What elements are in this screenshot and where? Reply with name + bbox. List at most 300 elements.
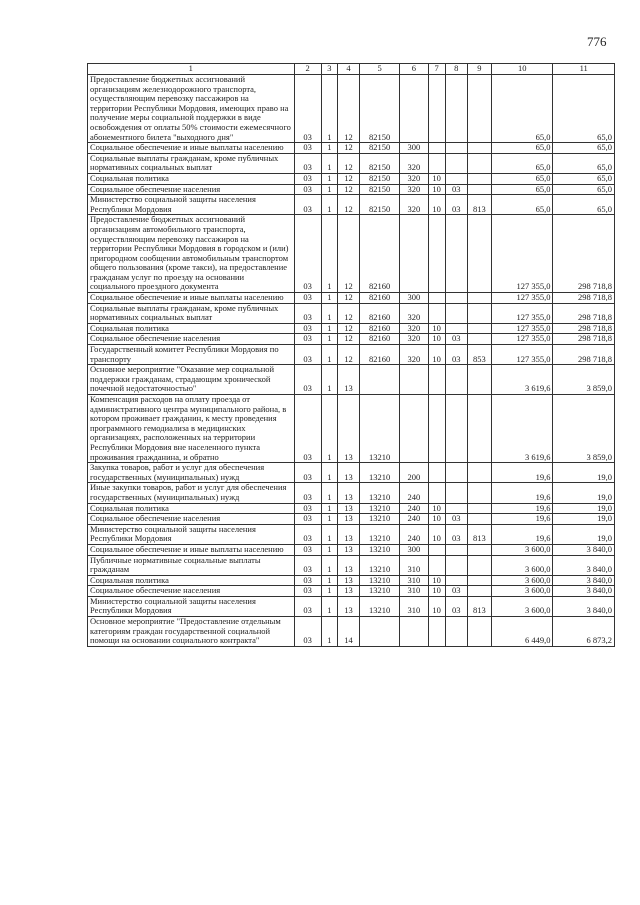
code-2: 03 bbox=[294, 463, 321, 483]
code-2: 03 bbox=[294, 215, 321, 293]
code-2: 03 bbox=[294, 395, 321, 463]
row-name: Закупка товаров, работ и услуг для обеспечения государственных (муниципальных) нужд bbox=[88, 463, 295, 483]
code-2: 03 bbox=[294, 345, 321, 365]
code-5: 13210 bbox=[360, 395, 400, 463]
value-2021: 3 840,0 bbox=[553, 596, 615, 616]
code-4: 12 bbox=[337, 173, 359, 184]
table-row bbox=[88, 586, 615, 597]
row-name: Публичные нормативные социальные выплаты гражданам bbox=[88, 555, 295, 575]
row-name: Социальные выплаты гражданам, кроме публичных нормативных социальных выплат bbox=[88, 303, 295, 323]
code-7 bbox=[428, 143, 445, 154]
code-3: 1 bbox=[321, 173, 337, 184]
row-name: Социальное обеспечение и иные выплаты населению bbox=[88, 544, 295, 555]
table-row bbox=[88, 143, 615, 154]
code-7 bbox=[428, 153, 445, 173]
table-row bbox=[88, 463, 615, 483]
code-3: 1 bbox=[321, 184, 337, 195]
value-2020: 19,6 bbox=[491, 524, 552, 544]
code-2: 03 bbox=[294, 195, 321, 215]
code-3: 1 bbox=[321, 153, 337, 173]
code-7: 10 bbox=[428, 503, 445, 514]
row-name: Социальное обеспечение населения bbox=[88, 514, 295, 525]
code-5: 13210 bbox=[360, 586, 400, 597]
table-row bbox=[88, 514, 615, 525]
code-7: 10 bbox=[428, 514, 445, 525]
code-8: 03 bbox=[445, 334, 467, 345]
code-3: 1 bbox=[321, 503, 337, 514]
code-5: 13210 bbox=[360, 575, 400, 586]
code-4: 12 bbox=[337, 345, 359, 365]
code-7 bbox=[428, 463, 445, 483]
code-9: 813 bbox=[467, 596, 491, 616]
code-8 bbox=[445, 303, 467, 323]
page-number: 776 bbox=[587, 34, 607, 49]
code-2: 03 bbox=[294, 143, 321, 154]
code-3: 1 bbox=[321, 323, 337, 334]
code-8 bbox=[445, 395, 467, 463]
code-3: 1 bbox=[321, 345, 337, 365]
code-4: 12 bbox=[337, 215, 359, 293]
code-7 bbox=[428, 544, 445, 555]
code-2: 03 bbox=[294, 323, 321, 334]
code-5: 13210 bbox=[360, 514, 400, 525]
code-8: 03 bbox=[445, 524, 467, 544]
code-8: 03 bbox=[445, 345, 467, 365]
value-2020: 19,6 bbox=[491, 463, 552, 483]
code-9 bbox=[467, 395, 491, 463]
code-2: 03 bbox=[294, 514, 321, 525]
code-3: 1 bbox=[321, 514, 337, 525]
value-2020: 19,6 bbox=[491, 503, 552, 514]
code-4: 12 bbox=[337, 334, 359, 345]
code-9 bbox=[467, 483, 491, 503]
code-5: 82150 bbox=[360, 195, 400, 215]
code-5 bbox=[360, 617, 400, 647]
row-name: Социальная политика bbox=[88, 575, 295, 586]
code-4: 13 bbox=[337, 555, 359, 575]
code-8 bbox=[445, 463, 467, 483]
code-9 bbox=[467, 555, 491, 575]
code-8 bbox=[445, 323, 467, 334]
col-header: 8 bbox=[445, 64, 467, 75]
code-3: 1 bbox=[321, 293, 337, 304]
table-row bbox=[88, 215, 615, 293]
header-row bbox=[88, 64, 615, 75]
code-7: 10 bbox=[428, 323, 445, 334]
table-row bbox=[88, 334, 615, 345]
code-2: 03 bbox=[294, 483, 321, 503]
code-2: 03 bbox=[294, 303, 321, 323]
code-8 bbox=[445, 143, 467, 154]
code-2: 03 bbox=[294, 596, 321, 616]
code-4: 13 bbox=[337, 483, 359, 503]
value-2021: 298 718,8 bbox=[553, 323, 615, 334]
code-4: 13 bbox=[337, 514, 359, 525]
value-2021: 298 718,8 bbox=[553, 293, 615, 304]
code-8 bbox=[445, 365, 467, 395]
value-2021: 3 840,0 bbox=[553, 586, 615, 597]
value-2021: 3 840,0 bbox=[553, 544, 615, 555]
code-8 bbox=[445, 483, 467, 503]
table-row bbox=[88, 184, 615, 195]
table-row bbox=[88, 365, 615, 395]
code-5: 82160 bbox=[360, 215, 400, 293]
code-6 bbox=[400, 395, 428, 463]
col-header: 4 bbox=[337, 64, 359, 75]
code-6: 320 bbox=[400, 334, 428, 345]
code-3: 1 bbox=[321, 586, 337, 597]
code-9 bbox=[467, 215, 491, 293]
value-2020: 65,0 bbox=[491, 143, 552, 154]
row-name: Социальная политика bbox=[88, 323, 295, 334]
value-2021: 19,0 bbox=[553, 503, 615, 514]
code-3: 1 bbox=[321, 75, 337, 143]
row-name: Социальная политика bbox=[88, 503, 295, 514]
table-row bbox=[88, 524, 615, 544]
code-7 bbox=[428, 395, 445, 463]
code-5: 82160 bbox=[360, 293, 400, 304]
value-2020: 3 600,0 bbox=[491, 555, 552, 575]
code-4: 12 bbox=[337, 303, 359, 323]
code-9 bbox=[467, 617, 491, 647]
code-7: 10 bbox=[428, 586, 445, 597]
code-5: 13210 bbox=[360, 596, 400, 616]
code-6: 310 bbox=[400, 586, 428, 597]
row-name: Министерство социальной защиты населения Республики Мордовия bbox=[88, 195, 295, 215]
code-6: 300 bbox=[400, 143, 428, 154]
code-9 bbox=[467, 544, 491, 555]
code-5: 82150 bbox=[360, 184, 400, 195]
code-6: 320 bbox=[400, 173, 428, 184]
code-5: 82150 bbox=[360, 173, 400, 184]
code-5: 13210 bbox=[360, 463, 400, 483]
code-6: 300 bbox=[400, 293, 428, 304]
col-header: 5 bbox=[360, 64, 400, 75]
code-9 bbox=[467, 334, 491, 345]
code-2: 03 bbox=[294, 173, 321, 184]
table-row bbox=[88, 195, 615, 215]
code-3: 1 bbox=[321, 143, 337, 154]
code-8: 03 bbox=[445, 195, 467, 215]
code-6: 200 bbox=[400, 463, 428, 483]
row-name: Социальное обеспечение населения bbox=[88, 334, 295, 345]
value-2020: 127 355,0 bbox=[491, 334, 552, 345]
code-3: 1 bbox=[321, 463, 337, 483]
code-6: 300 bbox=[400, 544, 428, 555]
table-row bbox=[88, 345, 615, 365]
code-6: 240 bbox=[400, 524, 428, 544]
value-2020: 65,0 bbox=[491, 173, 552, 184]
code-4: 12 bbox=[337, 293, 359, 304]
value-2021: 65,0 bbox=[553, 195, 615, 215]
code-5: 82160 bbox=[360, 323, 400, 334]
value-2021: 298 718,8 bbox=[553, 345, 615, 365]
code-5: 82150 bbox=[360, 153, 400, 173]
code-8 bbox=[445, 215, 467, 293]
code-9: 853 bbox=[467, 345, 491, 365]
code-5: 13210 bbox=[360, 483, 400, 503]
code-5: 13210 bbox=[360, 503, 400, 514]
code-5: 82160 bbox=[360, 345, 400, 365]
row-name: Государственный комитет Республики Мордовия по транспорту bbox=[88, 345, 295, 365]
code-7 bbox=[428, 303, 445, 323]
value-2021: 19,0 bbox=[553, 483, 615, 503]
code-4: 13 bbox=[337, 395, 359, 463]
row-name: Основное мероприятие "Оказание мер социальной поддержки гражданам, страдающим хронической почечной недостаточностью" bbox=[88, 365, 295, 395]
code-6: 310 bbox=[400, 555, 428, 575]
table-row bbox=[88, 617, 615, 647]
col-header: 3 bbox=[321, 64, 337, 75]
code-7: 10 bbox=[428, 524, 445, 544]
code-3: 1 bbox=[321, 555, 337, 575]
code-9 bbox=[467, 184, 491, 195]
code-4: 12 bbox=[337, 323, 359, 334]
table-row bbox=[88, 555, 615, 575]
code-6 bbox=[400, 215, 428, 293]
code-6: 310 bbox=[400, 596, 428, 616]
code-6: 320 bbox=[400, 195, 428, 215]
value-2021: 3 840,0 bbox=[553, 575, 615, 586]
code-3: 1 bbox=[321, 303, 337, 323]
code-4: 13 bbox=[337, 596, 359, 616]
code-2: 03 bbox=[294, 184, 321, 195]
code-8 bbox=[445, 75, 467, 143]
code-3: 1 bbox=[321, 365, 337, 395]
col-header: 2 bbox=[294, 64, 321, 75]
code-2: 03 bbox=[294, 555, 321, 575]
code-6: 320 bbox=[400, 303, 428, 323]
table-row bbox=[88, 173, 615, 184]
value-2020: 3 619,6 bbox=[491, 395, 552, 463]
code-8 bbox=[445, 544, 467, 555]
code-6: 320 bbox=[400, 184, 428, 195]
code-3: 1 bbox=[321, 524, 337, 544]
value-2021: 65,0 bbox=[553, 184, 615, 195]
code-7: 10 bbox=[428, 334, 445, 345]
col-header: 10 bbox=[491, 64, 552, 75]
table-row bbox=[88, 575, 615, 586]
code-7 bbox=[428, 555, 445, 575]
value-2021: 3 840,0 bbox=[553, 555, 615, 575]
code-8 bbox=[445, 555, 467, 575]
row-name: Социальная политика bbox=[88, 173, 295, 184]
code-9 bbox=[467, 365, 491, 395]
code-6: 320 bbox=[400, 345, 428, 365]
row-name: Основное мероприятие "Предоставление отдельным категориям граждан государственной социальной помощи на основании социального контракта" bbox=[88, 617, 295, 647]
code-4: 13 bbox=[337, 365, 359, 395]
row-name: Министерство социальной защиты населения Республики Мордовия bbox=[88, 524, 295, 544]
row-name: Компенсация расходов на оплату проезда от административного центра муниципального района, в котором проживает гражданин, к месту проведения программного гемодиализа в медицинских организациях, расположенных на территории Республики Мордовия вне населенного пункта проживания гражданина, и обратно bbox=[88, 395, 295, 463]
value-2020: 127 355,0 bbox=[491, 293, 552, 304]
code-6 bbox=[400, 617, 428, 647]
row-name: Иные закупки товаров, работ и услуг для обеспечения государственных (муниципальных) нужд bbox=[88, 483, 295, 503]
table-row bbox=[88, 544, 615, 555]
code-8 bbox=[445, 293, 467, 304]
code-4: 12 bbox=[337, 143, 359, 154]
code-2: 03 bbox=[294, 617, 321, 647]
row-name: Предоставление бюджетных ассигнований организациям железнодорожного транспорта, осуществляющим перевозку пассажиров на территории Республики Мордовия, имеющих право на получение меры социальной поддержки в виде освобождения от оплаты 50% стоимости ежемесячного абонементного билета "выходного дня" bbox=[88, 75, 295, 143]
code-8 bbox=[445, 575, 467, 586]
code-2: 03 bbox=[294, 334, 321, 345]
code-8 bbox=[445, 153, 467, 173]
code-6: 240 bbox=[400, 503, 428, 514]
code-2: 03 bbox=[294, 153, 321, 173]
code-7 bbox=[428, 483, 445, 503]
table-row bbox=[88, 596, 615, 616]
code-2: 03 bbox=[294, 75, 321, 143]
code-8 bbox=[445, 173, 467, 184]
table-row bbox=[88, 303, 615, 323]
code-9 bbox=[467, 575, 491, 586]
code-6: 240 bbox=[400, 514, 428, 525]
code-5: 82160 bbox=[360, 303, 400, 323]
value-2020: 3 600,0 bbox=[491, 575, 552, 586]
code-9: 813 bbox=[467, 195, 491, 215]
value-2020: 65,0 bbox=[491, 153, 552, 173]
value-2020: 3 600,0 bbox=[491, 596, 552, 616]
code-9 bbox=[467, 586, 491, 597]
table-row bbox=[88, 153, 615, 173]
code-3: 1 bbox=[321, 334, 337, 345]
code-9 bbox=[467, 323, 491, 334]
value-2021: 19,0 bbox=[553, 463, 615, 483]
row-name: Социальные выплаты гражданам, кроме публичных нормативных социальных выплат bbox=[88, 153, 295, 173]
code-3: 1 bbox=[321, 617, 337, 647]
code-9: 813 bbox=[467, 524, 491, 544]
table-row bbox=[88, 503, 615, 514]
code-9 bbox=[467, 173, 491, 184]
value-2021: 298 718,8 bbox=[553, 303, 615, 323]
code-3: 1 bbox=[321, 195, 337, 215]
code-4: 12 bbox=[337, 184, 359, 195]
value-2021: 19,0 bbox=[553, 524, 615, 544]
code-9 bbox=[467, 463, 491, 483]
value-2021: 3 859,0 bbox=[553, 395, 615, 463]
code-7 bbox=[428, 215, 445, 293]
row-name: Социальное обеспечение населения bbox=[88, 184, 295, 195]
value-2020: 127 355,0 bbox=[491, 323, 552, 334]
code-3: 1 bbox=[321, 483, 337, 503]
code-5: 82160 bbox=[360, 334, 400, 345]
value-2020: 127 355,0 bbox=[491, 303, 552, 323]
table-row bbox=[88, 483, 615, 503]
code-8 bbox=[445, 617, 467, 647]
row-name: Социальное обеспечение населения bbox=[88, 586, 295, 597]
value-2021: 65,0 bbox=[553, 75, 615, 143]
code-4: 12 bbox=[337, 153, 359, 173]
code-3: 1 bbox=[321, 215, 337, 293]
code-3: 1 bbox=[321, 575, 337, 586]
table-row bbox=[88, 395, 615, 463]
code-2: 03 bbox=[294, 503, 321, 514]
code-3: 1 bbox=[321, 596, 337, 616]
code-7: 10 bbox=[428, 345, 445, 365]
code-9 bbox=[467, 293, 491, 304]
code-7 bbox=[428, 293, 445, 304]
code-4: 12 bbox=[337, 75, 359, 143]
code-5: 13210 bbox=[360, 524, 400, 544]
code-4: 13 bbox=[337, 524, 359, 544]
value-2020: 19,6 bbox=[491, 483, 552, 503]
value-2020: 65,0 bbox=[491, 184, 552, 195]
value-2020: 127 355,0 bbox=[491, 345, 552, 365]
code-4: 14 bbox=[337, 617, 359, 647]
row-name: Социальное обеспечение и иные выплаты населению bbox=[88, 293, 295, 304]
value-2020: 127 355,0 bbox=[491, 215, 552, 293]
code-5 bbox=[360, 365, 400, 395]
table-row bbox=[88, 75, 615, 143]
code-4: 13 bbox=[337, 575, 359, 586]
code-7: 10 bbox=[428, 596, 445, 616]
value-2021: 3 859,0 bbox=[553, 365, 615, 395]
code-6: 320 bbox=[400, 323, 428, 334]
code-7: 10 bbox=[428, 184, 445, 195]
col-header: 11 bbox=[553, 64, 615, 75]
value-2021: 65,0 bbox=[553, 173, 615, 184]
budget-table bbox=[87, 63, 615, 647]
value-2021: 65,0 bbox=[553, 153, 615, 173]
row-name: Министерство социальной защиты населения Республики Мордовия bbox=[88, 596, 295, 616]
col-header: 6 bbox=[400, 64, 428, 75]
code-7: 10 bbox=[428, 195, 445, 215]
code-5: 13210 bbox=[360, 544, 400, 555]
code-2: 03 bbox=[294, 524, 321, 544]
code-6 bbox=[400, 75, 428, 143]
code-7: 10 bbox=[428, 173, 445, 184]
value-2020: 65,0 bbox=[491, 195, 552, 215]
code-5: 82150 bbox=[360, 143, 400, 154]
code-9 bbox=[467, 143, 491, 154]
col-header: 7 bbox=[428, 64, 445, 75]
row-name: Социальное обеспечение и иные выплаты населению bbox=[88, 143, 295, 154]
value-2020: 3 619,6 bbox=[491, 365, 552, 395]
code-4: 13 bbox=[337, 503, 359, 514]
code-9 bbox=[467, 303, 491, 323]
code-6: 320 bbox=[400, 153, 428, 173]
code-9 bbox=[467, 514, 491, 525]
value-2020: 3 600,0 bbox=[491, 586, 552, 597]
code-4: 12 bbox=[337, 195, 359, 215]
code-5: 82150 bbox=[360, 75, 400, 143]
code-7 bbox=[428, 75, 445, 143]
code-7 bbox=[428, 365, 445, 395]
value-2020: 19,6 bbox=[491, 514, 552, 525]
code-3: 1 bbox=[321, 395, 337, 463]
value-2021: 298 718,8 bbox=[553, 334, 615, 345]
value-2020: 3 600,0 bbox=[491, 544, 552, 555]
table-row bbox=[88, 323, 615, 334]
code-4: 13 bbox=[337, 544, 359, 555]
col-header: 9 bbox=[467, 64, 491, 75]
code-8: 03 bbox=[445, 586, 467, 597]
code-9 bbox=[467, 153, 491, 173]
code-2: 03 bbox=[294, 365, 321, 395]
code-5: 13210 bbox=[360, 555, 400, 575]
code-6: 310 bbox=[400, 575, 428, 586]
code-7: 10 bbox=[428, 575, 445, 586]
code-7 bbox=[428, 617, 445, 647]
code-4: 13 bbox=[337, 586, 359, 597]
row-name: Предоставление бюджетных ассигнований организациям автомобильного транспорта, осуществляющим перевозку пассажиров на территории Республики Мордовия в городском и (или) пригородном сообщении автомобильным транспортом общего пользования (кроме такси), на предоставление гражданам услуг по проезду на основании социального проездного документа bbox=[88, 215, 295, 293]
code-3: 1 bbox=[321, 544, 337, 555]
code-8: 03 bbox=[445, 184, 467, 195]
code-9 bbox=[467, 75, 491, 143]
code-2: 03 bbox=[294, 586, 321, 597]
col-header: 1 bbox=[88, 64, 295, 75]
code-2: 03 bbox=[294, 575, 321, 586]
value-2021: 6 873,2 bbox=[553, 617, 615, 647]
value-2021: 19,0 bbox=[553, 514, 615, 525]
